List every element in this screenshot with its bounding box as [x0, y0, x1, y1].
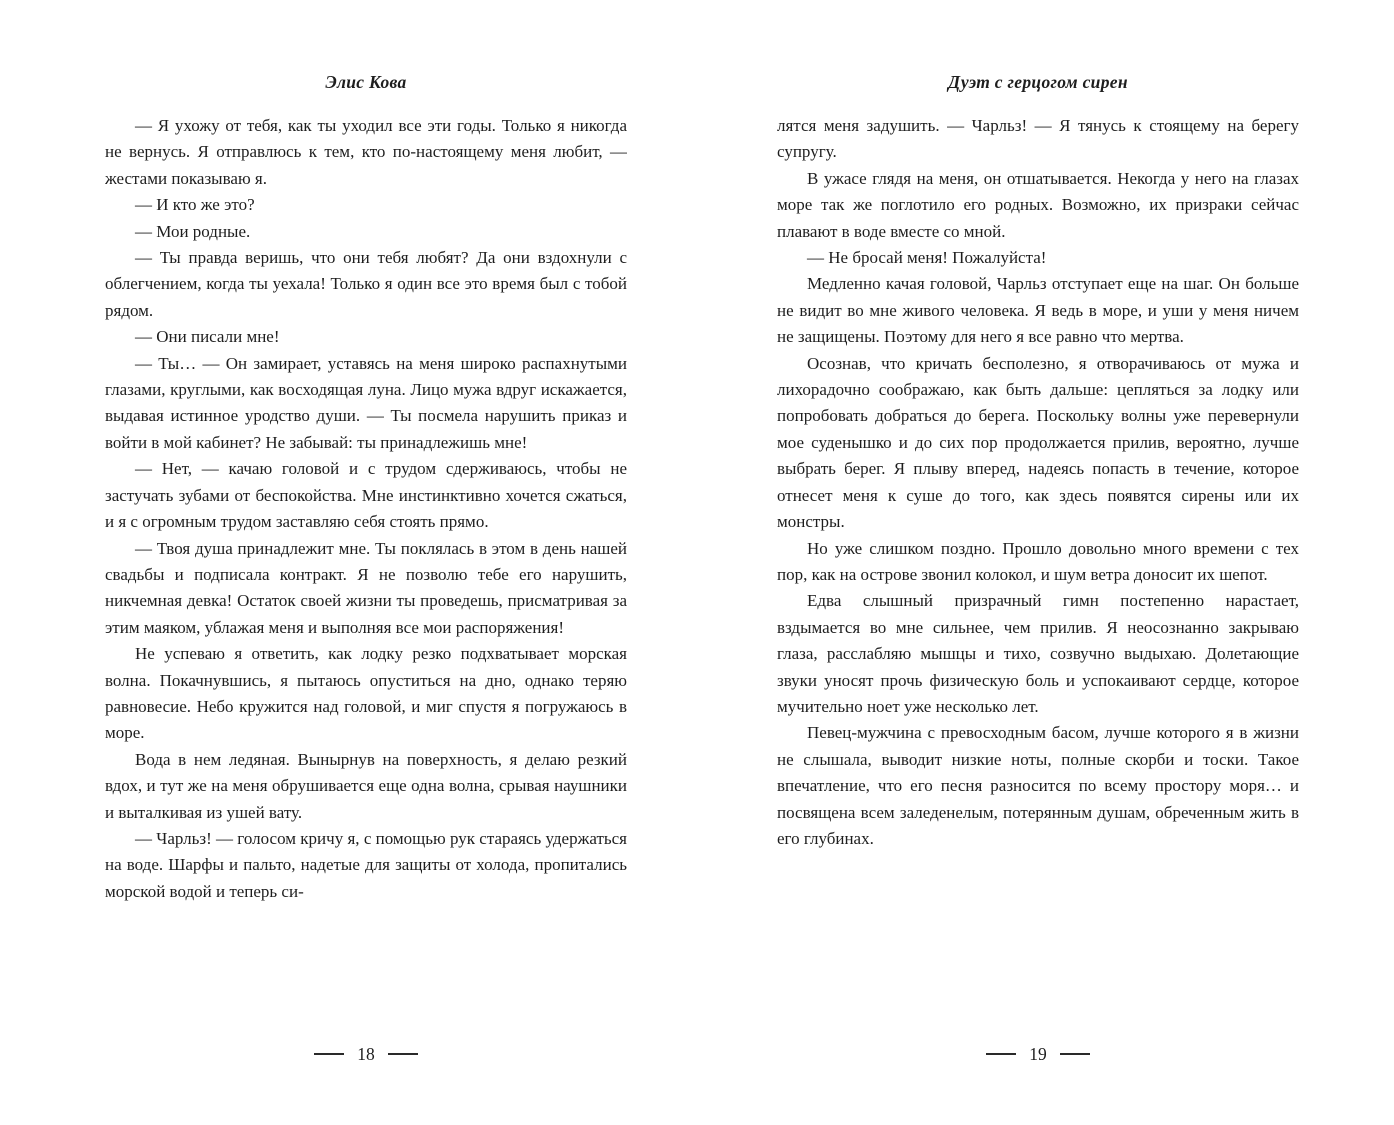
page-number-rule — [314, 1053, 344, 1055]
paragraph: лятся меня задушить. — Чарльз! — Я тянусь к стоящему на берегу супругу. — [777, 116, 1299, 162]
page-number-rule — [388, 1053, 418, 1055]
paragraph: — Нет, — качаю головой и с трудом сдерживаюсь, чтобы не застучать зубами от беспокойства. Мне инстинктивно хочется сжаться, и я с огромным трудом заставляю себя стоять прямо. — [105, 459, 627, 532]
right-page-body — [777, 113, 1299, 1032]
paragraph: — Чарльз! — голосом кричу я, с помощью рук стараясь удержаться на воде. Шарфы и пальто, надетые для защиты от холода, пропитались морской водой и теперь си- — [105, 828, 627, 901]
right-page-number: 19 — [1029, 1043, 1047, 1064]
paragraph: — Я ухожу от тебя, как ты уходил все эти годы. Только я никогда не вернусь. Я отправлюсь к тем, кто по-настоящему меня любит, — жестами показываю я. — [105, 116, 627, 188]
paragraph: Певец-мужчина с превосходным басом, лучше которого я в жизни не слышала, выводит низкие ноты, полные скорби и тоски. Такое впечатление, что его песня разносится по всему простору моря… и посвящена всем заледенелым, потерянным душам, обреченным жить в его глубинах. — [777, 723, 1299, 848]
paragraph: — И кто же это? — [135, 195, 255, 215]
left-page-body — [105, 113, 627, 1032]
left-running-head: Элис Кова — [325, 72, 407, 92]
paragraph: Не успеваю я ответить, как лодку резко подхватывает морская волна. Покачнувшись, я пытаюсь опуститься на дно, однако теряю равновесие. Небо кружится над головой, и миг спустя я погружаюсь в море. — [105, 644, 627, 743]
paragraph: В ужасе глядя на меня, он отшатывается. Некогда у него на глазах море так же поглотило его родных. Возможно, их призраки сейчас плавают в воде вместе со мной. — [777, 168, 1299, 241]
right-running-head: Дуэт с герцогом сирен — [948, 72, 1128, 92]
page-number-rule — [1060, 1053, 1090, 1055]
paragraph: — Ты правда веришь, что они тебя любят? Да они вздохнули с облегчением, когда ты уехала! Только я один все это время был с тобой рядом. — [105, 248, 627, 320]
paragraph: Осознав, что кричать бесполезно, я отворачиваюсь от мужа и лихорадочно соображаю, как быть дальше: цепляться за лодку или попробовать добраться до берега. Поскольку волны уже перевернули мое суденышко и до сих пор продолжается прилив, вероятно, лучше выбрать берег. Я плыву вперед, надеясь попасть в течение, которое отнесет меня к суше до того, как здесь появятся сирены или их монстры. — [777, 353, 1299, 532]
paragraph: — Не бросай меня! Пожалуйста! — [807, 248, 1047, 268]
right-page-footer — [777, 1032, 1299, 1064]
paragraph: — Твоя душа принадлежит мне. Ты поклялась в этом в день нашей свадьбы и подписала контракт. Я не позволю тебе его нарушить, никчемная девка! Остаток своей жизни ты проведешь, присматривая за этим маяком, ублажая меня и выполняя все мои распоряжения! — [105, 538, 627, 637]
paragraph: Но уже слишком поздно. Прошло довольно много времени с тех пор, как на острове звонил колокол, и шум ветра доносит их шепот. — [777, 538, 1299, 584]
paragraph: Едва слышный призрачный гимн постепенно нарастает, вздымается во мне сильнее, чем прилив. Я неосознанно закрываю глаза, расслабляю мышцы и тихо, созвучно выдыхаю. Долетающие звуки уносят прочь физическую боль и успокаивают сердце, которое мучительно ноет уже несколько лет. — [777, 591, 1299, 716]
paragraph: — Мои родные. — [135, 221, 251, 241]
left-page-footer — [105, 1032, 627, 1064]
right-page — [697, 0, 1394, 1125]
paragraph: Вода в нем ледяная. Вынырнув на поверхность, я делаю резкий вдох, и тут же на меня обрушивается еще одна волна, срывая наушники и выталкивая из ушей вату. — [105, 749, 627, 822]
left-page-number: 18 — [357, 1043, 375, 1064]
page-number-rule — [986, 1053, 1016, 1055]
paragraph: — Ты… — Он замирает, уставясь на меня широко распахнутыми глазами, круглыми, как восходящая луна. Лицо мужа вдруг искажается, выдавая истинное уродство души. — Ты посмела нарушить приказ и войти в мой кабинет? Не забывай: ты принадлежишь мне! — [105, 353, 627, 452]
paragraph: — Они писали мне! — [135, 327, 280, 347]
paragraph: Медленно качая головой, Чарльз отступает еще на шаг. Он больше не видит во мне живого человека. Я ведь в море, и уши у меня ничем не защищены. Поэтому для него я все равно что мертва. — [777, 274, 1299, 347]
